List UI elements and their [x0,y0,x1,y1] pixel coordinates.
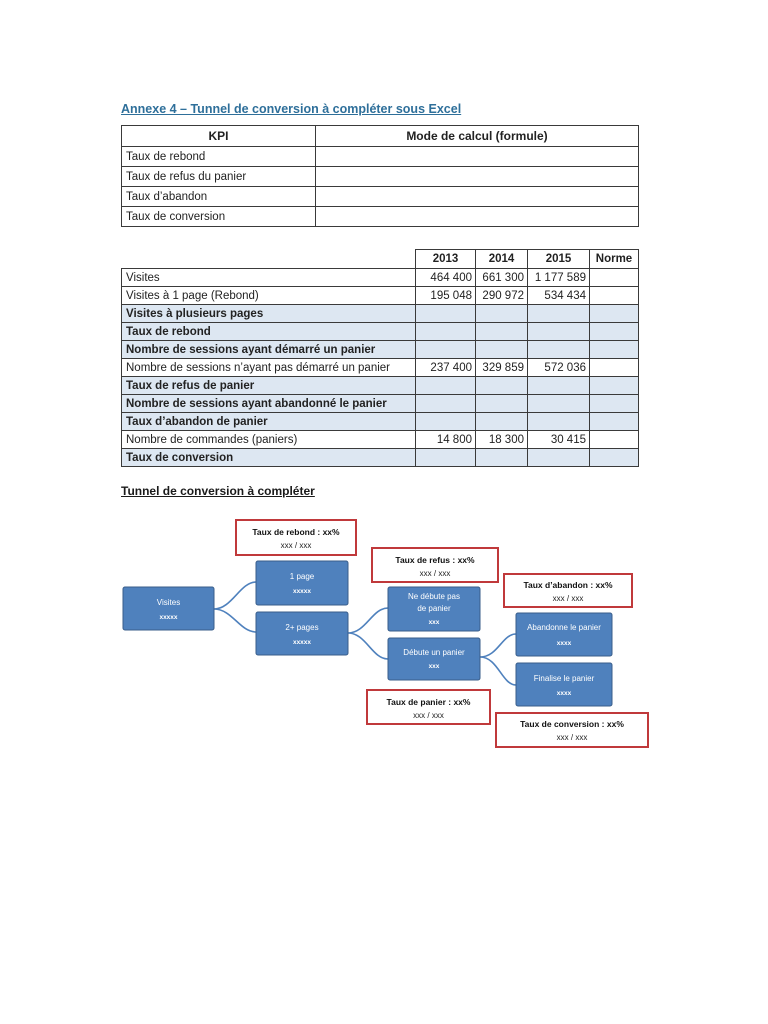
svg-text:xxx / xxx: xxx / xxx [419,569,451,578]
row-label: Visites à plusieurs pages [122,305,416,323]
kpi-label: Taux de conversion [122,207,316,227]
svg-text:xxxx: xxxx [556,640,572,647]
kpi-box-panier [367,690,490,724]
svg-text:xxx / xxx: xxx / xxx [413,711,444,720]
year-header: 2013 [416,250,476,269]
svg-text:Taux de rebond : xx%: Taux de rebond : xx% [252,527,340,537]
svg-text:xxx / xxx: xxx / xxx [552,594,584,603]
row-label: Taux d’abandon de panier [122,413,416,431]
svg-text:1 page: 1 page [289,572,315,581]
kpi-label: Taux d’abandon [122,187,316,207]
svg-text:Taux de panier : xx%: Taux de panier : xx% [386,697,471,707]
norme-header: Norme [590,250,639,269]
node-one-page [256,561,348,605]
formula-header: Mode de calcul (formule) [316,126,639,147]
svg-text:Taux de refus : xx%: Taux de refus : xx% [395,555,475,565]
svg-text:Finalise le panier: Finalise le panier [533,674,595,683]
row-label: Taux de rebond [122,323,416,341]
year-header: 2015 [528,250,590,269]
row-label: Nombre de sessions ayant démarré un panier [122,341,416,359]
svg-text:xxx / xxx: xxx / xxx [280,541,312,550]
svg-text:2+ pages: 2+ pages [285,623,319,632]
svg-text:Débute un panier: Débute un panier [403,648,465,657]
value-2013[interactable]: 464 400 [416,269,476,287]
kpi-label: Taux de rebond [122,147,316,167]
year-header: 2014 [476,250,528,269]
connector-visites [214,582,256,632]
value-2015[interactable]: 1 177 589 [528,269,590,287]
kpi-box-abandon [504,574,632,607]
row-label: Taux de conversion [122,449,416,467]
svg-text:Ne débute pas: Ne débute pas [407,592,461,601]
row-label: Nombre de commandes (paniers) [122,431,416,449]
kpi-box-rebond [236,520,356,555]
document-title: Annexe 4 – Tunnel de conversion à compléter sous Excel [121,102,462,116]
kpi-box-conversion [496,713,648,747]
value-2015[interactable]: 30 415 [528,431,590,449]
funnel-title: Tunnel de conversion à compléter [121,484,315,498]
node-start-cart [388,638,480,680]
value-2013[interactable]: 237 400 [416,359,476,377]
connector-cart [480,634,516,685]
svg-text:Abandonne le panier: Abandonne le panier [527,623,601,632]
row-label: Visites à 1 page (Rebond) [122,287,416,305]
svg-text:xxxxx: xxxxx [292,639,312,646]
node-visites [123,587,214,630]
value-2013[interactable]: 14 800 [416,431,476,449]
row-label: Visites [122,269,416,287]
svg-text:Taux d’abandon : xx%: Taux d’abandon : xx% [523,580,613,590]
svg-text:Taux de conversion : xx%: Taux de conversion : xx% [520,719,624,729]
value-2015[interactable]: 572 036 [528,359,590,377]
value-2014[interactable]: 661 300 [476,269,528,287]
node-abandon-cart [516,613,612,656]
value-2014[interactable]: 329 859 [476,359,528,377]
node-no-cart [388,587,480,631]
svg-text:Visites: Visites [156,598,181,607]
row-label: Taux de refus de panier [122,377,416,395]
value-2013[interactable]: 195 048 [416,287,476,305]
svg-text:xxxxx: xxxxx [159,614,178,621]
connector-multipages [348,608,388,659]
kpi-box-refus [372,548,498,582]
svg-text:xxxxx: xxxxx [292,588,312,595]
row-label: Nombre de sessions ayant abandonné le panier [122,395,416,413]
value-2015[interactable]: 534 434 [528,287,590,305]
svg-text:xxxx: xxxx [556,690,572,697]
node-multi-pages [256,612,348,655]
node-finalise-cart [516,663,612,706]
svg-text:xxx: xxx [428,663,440,670]
svg-text:xxx: xxx [428,619,440,626]
svg-text:xxx / xxx: xxx / xxx [556,733,588,742]
row-label: Nombre de sessions n’ayant pas démarré un panier [122,359,416,377]
svg-text:de panier: de panier [417,604,451,613]
kpi-label: Taux de refus du panier [122,167,316,187]
value-2014[interactable]: 290 972 [476,287,528,305]
kpi-header: KPI [122,126,316,147]
value-2014[interactable]: 18 300 [476,431,528,449]
